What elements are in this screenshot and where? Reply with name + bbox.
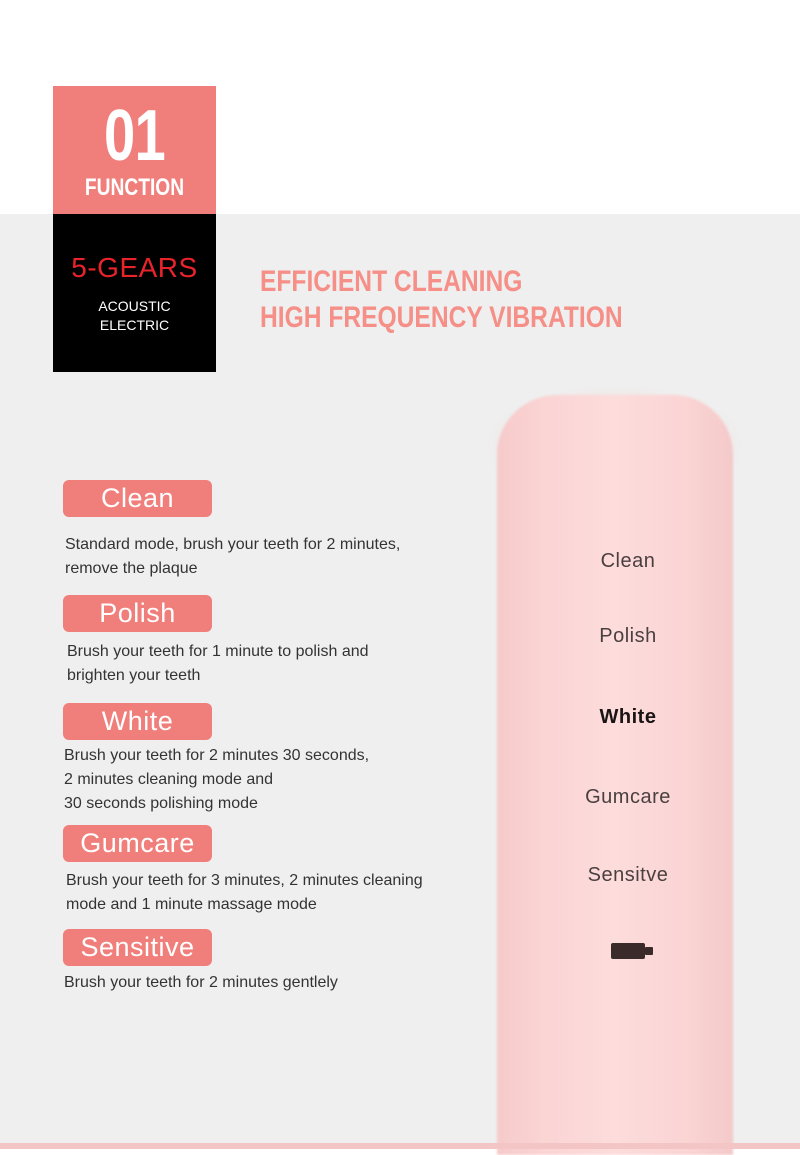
mode-pill-polish: Polish: [63, 595, 212, 632]
toothbrush-handle: [497, 395, 733, 1155]
device-label-gumcare: Gumcare: [585, 786, 671, 808]
mode-desc-line: Brush your teeth for 2 minutes 30 seconds,: [64, 747, 370, 764]
mode-desc-line: 2 minutes cleaning mode and: [64, 771, 274, 788]
mode-pill-gumcare: Gumcare: [63, 825, 212, 862]
mode-desc-line: Brush your teeth for 3 minutes, 2 minutes cleaning: [66, 872, 423, 889]
section-number: 01: [104, 96, 165, 176]
bottom-strip: [0, 1143, 800, 1149]
mode-desc-sensitive: [64, 971, 338, 995]
headline-line1: EFFICIENT CLEANING: [260, 265, 523, 298]
section-label: FUNCTION: [84, 174, 185, 201]
mode-desc-line: mode and 1 minute massage mode: [66, 896, 317, 913]
gears-badge: [53, 214, 216, 372]
headline: [260, 264, 623, 336]
mode-desc-line: Standard mode, brush your teeth for 2 minutes,: [65, 536, 401, 553]
gears-title: 5-GEARS: [71, 252, 198, 283]
gears-subtitle-line2: ELECTRIC: [99, 317, 170, 333]
device-label-polish: Polish: [599, 625, 657, 647]
gears-subtitle-line1: ACOUSTIC: [98, 298, 171, 314]
gears-subtitle: [53, 297, 216, 335]
mode-desc-line: remove the plaque: [65, 560, 198, 577]
headline-line2: HIGH FREQUENCY VIBRATION: [260, 301, 623, 334]
mode-desc-line: Brush your teeth for 2 minutes gentlely: [64, 974, 338, 991]
mode-desc-line: brighten your teeth: [67, 667, 201, 684]
mode-desc-clean: [65, 533, 400, 581]
function-badge: [53, 86, 216, 214]
mode-desc-line: Brush your teeth for 1 minute to polish and: [67, 643, 369, 660]
mode-desc-line: 30 seconds polishing mode: [64, 795, 258, 812]
battery-tip-icon: [645, 947, 653, 955]
device-label-white: White: [599, 706, 657, 728]
device-label-sensitive: Sensitve: [587, 864, 669, 886]
mode-desc-gumcare: [66, 869, 423, 917]
mode-pill-white: White: [63, 703, 212, 740]
mode-pill-sensitive: Sensitive: [63, 929, 212, 966]
mode-desc-white: [64, 744, 369, 816]
battery-icon: [611, 943, 645, 959]
mode-desc-polish: [67, 640, 369, 688]
mode-pill-clean: Clean: [63, 480, 212, 517]
device-label-clean: Clean: [600, 550, 656, 572]
